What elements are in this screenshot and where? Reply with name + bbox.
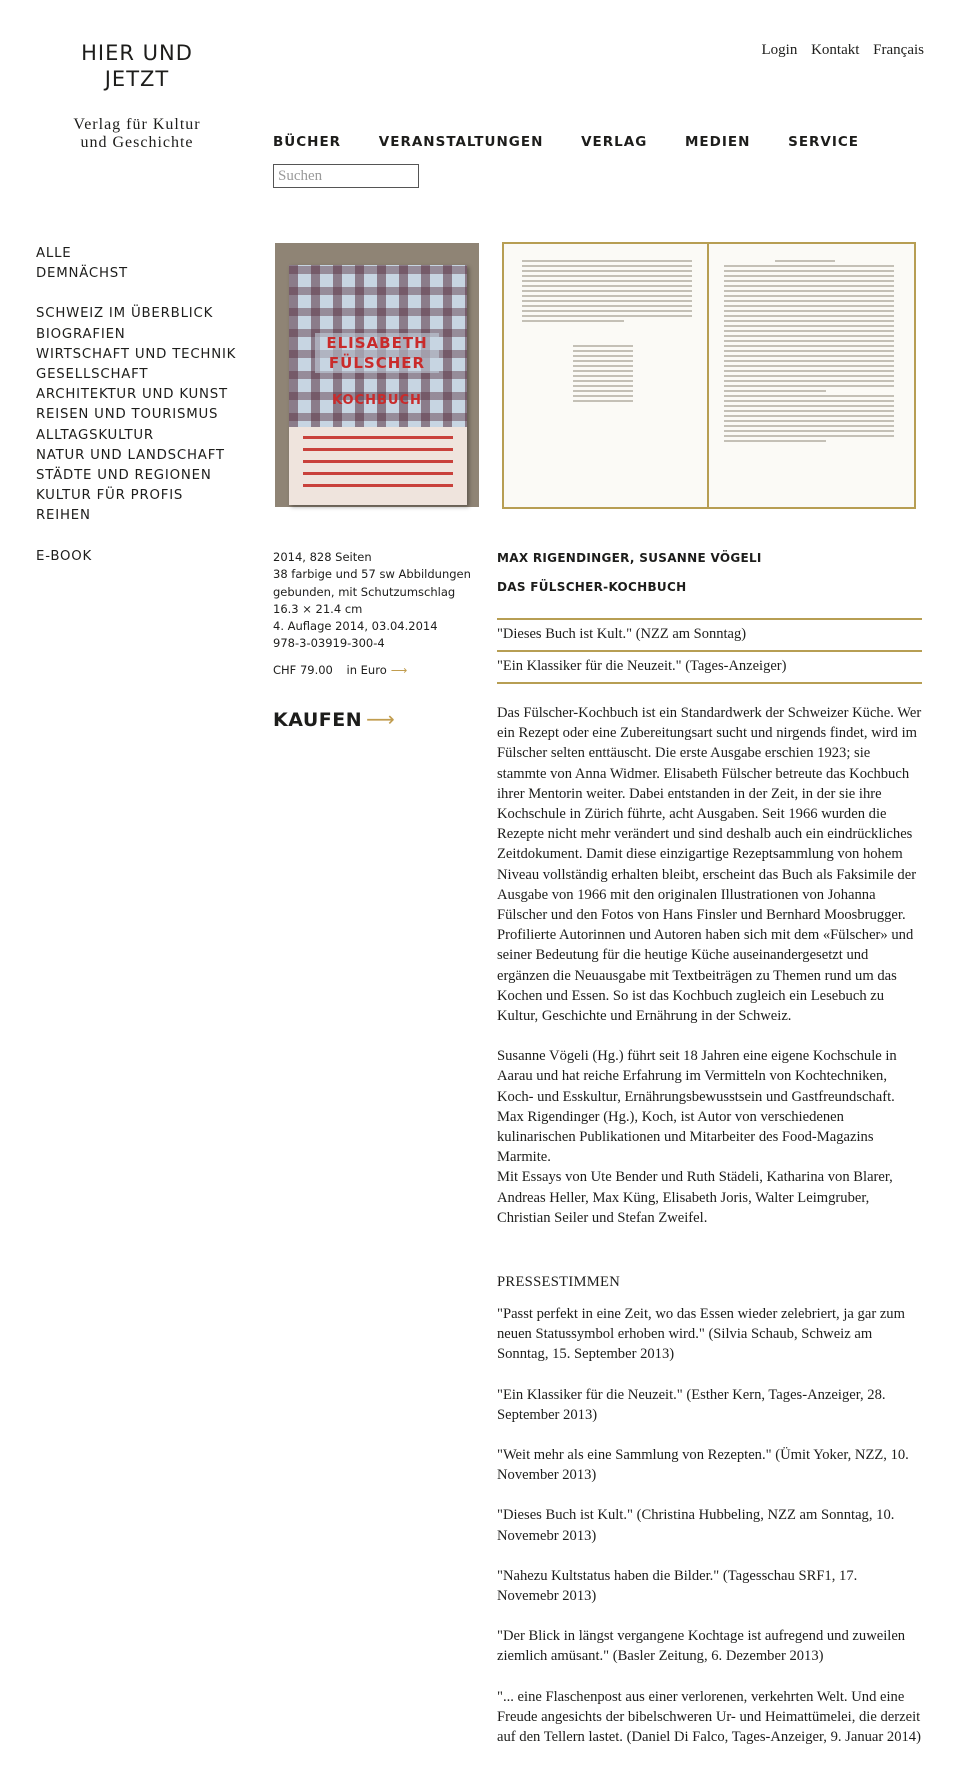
book-cover — [289, 265, 467, 505]
press-heading: PRESSESTIMMEN — [497, 1274, 621, 1290]
author-bio-voegeli: Susanne Vögeli (Hg.) führt seit 18 Jahren eine eigene Kochschule in Aarau und hat reiche Erfahrung im Vermitteln von Kochtechniken, Koch- und Esskultur, Ernährungsbewusstsein und Gastfreundschaft. — [497, 1048, 897, 1105]
cover-kochbuch: KOCHBUCH — [332, 393, 422, 408]
press-quote: "Dieses Buch ist Kult." (Christina Hubbeling, NZZ am Sonntag, 10. Novemebr 2013) — [497, 1507, 895, 1544]
nav-veranstaltungen[interactable]: VERANSTALTUNGEN — [378, 134, 544, 150]
sidebar-item-wirtschaft[interactable]: WIRTSCHAFT UND TECHNIK — [36, 346, 237, 362]
sidebar-item-demnaechst[interactable]: DEMNÄCHST — [36, 266, 128, 282]
press-quote: "Weit mehr als eine Sammlung von Rezepten." (Ümit Yoker, NZZ, 10. November 2013) — [497, 1447, 909, 1484]
cover-title — [315, 333, 439, 373]
featured-quote: "Ein Klassiker für die Neuzeit." (Tages-Anzeiger) — [497, 650, 922, 684]
top-links — [752, 42, 925, 59]
category-sidebar — [36, 244, 236, 567]
kontakt-link[interactable]: Kontakt — [811, 42, 860, 58]
in-euro-link[interactable] — [347, 663, 408, 677]
sidebar-item-staedte[interactable]: STÄDTE UND REGIONEN — [36, 468, 212, 484]
nav-buecher[interactable]: BÜCHER — [273, 134, 342, 150]
press-quote: "Ein Klassiker für die Neuzeit." (Esther Kern, Tages-Anzeiger, 28. September 2013) — [497, 1386, 886, 1423]
price-chf: CHF 79.00 — [273, 663, 333, 677]
sidebar-gap — [36, 284, 236, 304]
arrow-right-icon: ⟶ — [366, 707, 396, 731]
featured-quotes — [497, 618, 922, 684]
sidebar-gap — [36, 527, 236, 547]
subtitle-line-1: Verlag für Kultur — [73, 116, 201, 133]
detail-isbn: 978-3-03919-300-4 — [273, 636, 385, 651]
logo-line-2: JETZT — [104, 67, 170, 91]
nav-service[interactable]: SERVICE — [788, 134, 860, 150]
login-link[interactable]: Login — [761, 42, 798, 58]
detail-illustrations: 38 farbige und 57 sw Abbildungen — [273, 567, 471, 582]
logo-subtitle — [52, 116, 222, 152]
book-authors[interactable]: MAX RIGENDINGER, SUSANNE VÖGELI — [497, 551, 762, 565]
book-spread-image[interactable] — [502, 242, 916, 509]
sidebar-item-alltagskultur[interactable]: ALLTAGSKULTUR — [36, 427, 154, 443]
nav-medien[interactable]: MEDIEN — [684, 134, 751, 150]
press-list — [497, 1304, 922, 1767]
buy-button[interactable] — [273, 707, 395, 731]
arrow-right-icon: ⟶ — [390, 663, 408, 677]
site-logo[interactable] — [62, 40, 212, 92]
book-description — [497, 703, 922, 1228]
spread-left-page — [522, 260, 692, 405]
book-details — [273, 549, 471, 653]
cover-blurb-band — [289, 427, 467, 505]
sidebar-item-ebook[interactable]: E-BOOK — [36, 548, 93, 564]
sidebar-item-alle[interactable]: ALLE — [36, 246, 72, 261]
subtitle-line-2: und Geschichte — [80, 134, 194, 151]
spread-right-page — [724, 260, 894, 445]
in-euro-label: in Euro — [346, 663, 387, 677]
price-row — [273, 663, 407, 677]
sidebar-item-schweiz[interactable]: SCHWEIZ IM ÜBERBLICK — [36, 306, 214, 322]
author-bio-rigendinger: Max Rigendinger (Hg.), Koch, ist Autor von verschiedenen kulinarischen Publikationen und Mitarbeiter des Food-Magazins Marmite. — [497, 1108, 874, 1166]
sidebar-item-natur[interactable]: NATUR UND LANDSCHAFT — [36, 447, 225, 463]
detail-format: 16.3 × 21.4 cm — [273, 601, 363, 616]
press-quote: "Nahezu Kultstatus haben die Bilder." (Tagesschau SRF1, 17. Novemebr 2013) — [497, 1567, 858, 1605]
cover-line-2: FÜLSCHER — [328, 354, 426, 372]
featured-quote: "Dieses Buch ist Kult." (NZZ am Sonntag) — [497, 618, 922, 650]
book-title: DAS FÜLSCHER-KOCHBUCH — [497, 580, 687, 594]
sidebar-item-reihen[interactable]: REIHEN — [36, 508, 91, 524]
sidebar-item-kultur-profis[interactable]: KULTUR FÜR PROFIS — [36, 488, 184, 504]
sidebar-item-biografien[interactable]: BIOGRAFIEN — [36, 326, 126, 342]
press-quote: "Der Blick in längst vergangene Kochtage ist aufregend und zuweilen ziemlich amüsant." (Basler Zeitung, 6. Dezember 2013) — [497, 1628, 906, 1665]
description-paragraph-2: Profilierte Autorinnen und Autoren haben sich mit dem «Fülscher» und seiner Bedeutung für die heutige Küche auseinandergesetzt und ergänzen die Neuausgabe mit Textbeiträgen zu Themen rund um das Kochen und Essen. So ist das Kochbuch zugleich ein Lesebuch zu Kultur, Geschichte und Ernährung in der Schweiz. — [497, 927, 914, 1025]
sidebar-item-reisen[interactable]: REISEN UND TOURISMUS — [36, 407, 219, 423]
detail-binding: gebunden, mit Schutzumschlag — [273, 584, 456, 599]
book-cover-image[interactable] — [275, 243, 479, 507]
detail-pages: 2014, 828 Seiten — [273, 550, 372, 564]
nav-verlag[interactable]: VERLAG — [581, 134, 648, 150]
buy-label: KAUFEN — [273, 709, 363, 731]
sidebar-item-architektur[interactable]: ARCHITEKTUR UND KUNST — [36, 387, 228, 403]
search-input[interactable] — [273, 164, 419, 188]
spread-gutter — [707, 244, 709, 507]
sidebar-item-gesellschaft[interactable]: GESELLSCHAFT — [36, 367, 149, 383]
logo-line-1: HIER UND — [81, 41, 193, 65]
essay-contributors: Mit Essays von Ute Bender und Ruth Städeli, Katharina von Blarer, Andreas Heller, Max Küng, Elisabeth Joris, Walter Leimgruber, Christian Seiler und Stefan Zweifel. — [497, 1169, 893, 1226]
press-quote: "... eine Flaschenpost aus einer verlorenen, verkehrten Welt. Und eine Freude angesichts der bibelschweren Ur- und Heimattümelei, die derzeit auf den Tellern lastet. (Daniel Di Falco, Tages-Anzeiger, 9. Januar 2014) — [497, 1688, 921, 1746]
description-paragraph-1: Das Fülscher-Kochbuch ist ein Standardwerk der Schweizer Küche. Wer ein Rezept oder eine Zubereitungsart sucht und nirgends findet, wird im Fülscher selten enttäuscht. Die erste Ausgabe erschien 1923; sie stammte von Anna Widmer. Elisabeth Fülscher betreute das Kochbuch ihrer Mentorin weiter. Dabei entstanden in der Zeit, in der sie ihre Kochschule in Zürich führte, acht Ausgaben. Seit 1966 wurden die Rezepte nicht mehr verändert und sind deshalb auch ein eindrückliches Zeitdokument. Damit diese einzigartige Rezeptsammlung von hohem Niveau vollständig erhalten bleibt, erscheint das Buch als Faksimile der Ausgabe von 1966 mit den originalen Illustrationen von Johanna Fülscher und den Fotos von Hans Finsler und Bernhard Moosbrugger. — [497, 705, 922, 924]
cover-line-1: ELISABETH — [326, 334, 428, 352]
francais-link[interactable]: Français — [873, 42, 924, 58]
detail-edition: 4. Auflage 2014, 03.04.2014 — [273, 619, 438, 634]
press-quote: "Passt perfekt in eine Zeit, wo das Essen wieder zelebriert, ja gar zum neuen Statussymbol erhoben wird." (Silvia Schaub, Schweiz am Sonntag, 15. September 2013) — [497, 1306, 905, 1363]
main-nav — [273, 134, 891, 150]
